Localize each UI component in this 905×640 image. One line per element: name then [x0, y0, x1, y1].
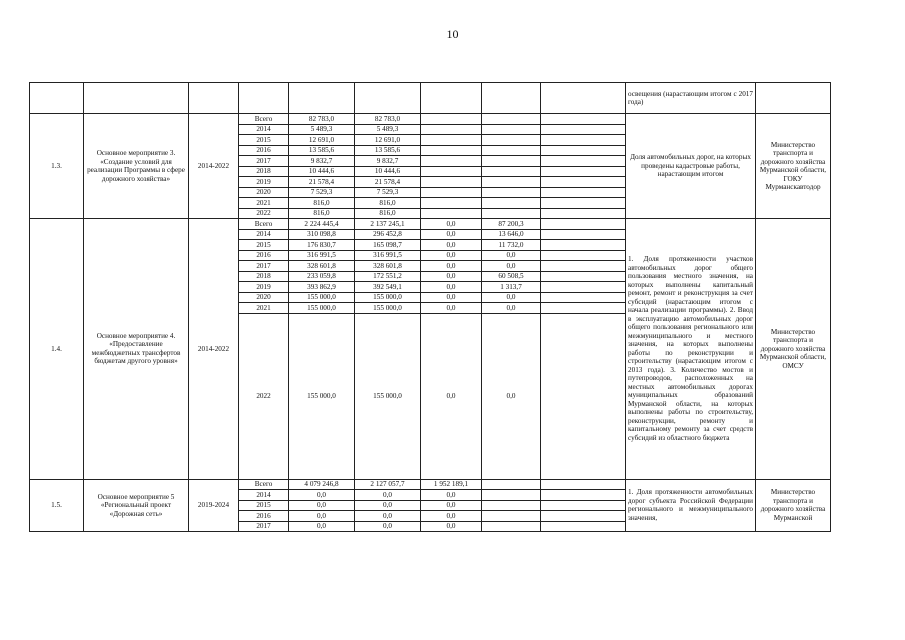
other-sources-cell — [541, 187, 626, 198]
regional-budget-cell: 155 000,0 — [355, 313, 421, 479]
other-sources-cell — [541, 177, 626, 188]
total-cell: 82 783,0 — [289, 114, 355, 125]
federal-budget-cell: 0,0 — [421, 271, 482, 282]
total-cell: 155 000,0 — [289, 292, 355, 303]
year-cell: 2016 — [239, 250, 289, 261]
year-cell: Всего — [239, 114, 289, 125]
federal-budget-cell: 0,0 — [421, 313, 482, 479]
regional-budget-cell: 155 000,0 — [355, 303, 421, 314]
local-budget-cell: 0,0 — [482, 313, 541, 479]
year-cell: 2015 — [239, 135, 289, 146]
federal-budget-cell — [421, 124, 482, 135]
total-cell: 10 444,6 — [289, 166, 355, 177]
year-cell: 2022 — [239, 313, 289, 479]
other-sources-cell — [541, 250, 626, 261]
total-cell: 233 059,8 — [289, 271, 355, 282]
other-sources-cell — [541, 490, 626, 501]
federal-budget-cell: 0,0 — [421, 240, 482, 251]
other-sources-cell — [541, 145, 626, 156]
total-cell: 0,0 — [289, 521, 355, 532]
other-sources-cell — [541, 313, 626, 479]
local-budget-cell: 0,0 — [482, 261, 541, 272]
total-cell: 0,0 — [289, 500, 355, 511]
regional-budget-cell: 296 452,8 — [355, 229, 421, 240]
other-sources-cell — [541, 166, 626, 177]
local-budget-cell — [482, 145, 541, 156]
measure-name: Основное мероприятие 5 «Региональный проект «Дорожная сеть» — [84, 479, 189, 532]
local-budget-cell: 0,0 — [482, 292, 541, 303]
year-cell: 2015 — [239, 240, 289, 251]
federal-budget-cell — [421, 187, 482, 198]
total-cell: 155 000,0 — [289, 303, 355, 314]
local-budget-cell — [482, 521, 541, 532]
total-cell: 12 691,0 — [289, 135, 355, 146]
measure-name: Основное мероприятие 3. «Создание условий для реализации Программы в сфере дорожного хозяйства» — [84, 114, 189, 219]
total-cell: 2 224 445,4 — [289, 219, 355, 230]
other-sources-cell — [541, 292, 626, 303]
indicator-cell: 1. Доля протяженности участков автомобильных дорог общего пользования местного значения, на которых выполнены капитальный ремонт, ремонт и реконструкция за счет субсидий (нарастающим итогом с начала реализации программы). 2. Ввод в эксплуатацию автомобильных дорог общего пользования регионального или межмуниципального и местного значения, на которых выполнены работы по реконструкции и строительству (нарастающим итогом с 2013 года). 3. Количество мостов и путепроводов, расположенных на местных автомобильных дорогах муниципальных образований Мурманской области, на которых выполнены работы по строительству, реконструкции, ремонту и капитальному ремонту за счет средств субсидий из областного бюджета — [626, 219, 756, 480]
federal-budget-cell — [421, 198, 482, 209]
regional-budget-cell: 7 529,3 — [355, 187, 421, 198]
other-sources-cell — [541, 479, 626, 490]
local-budget-cell — [482, 156, 541, 167]
local-budget-cell — [482, 490, 541, 501]
local-budget-cell — [482, 124, 541, 135]
regional-budget-cell: 155 000,0 — [355, 292, 421, 303]
year-cell: 2019 — [239, 177, 289, 188]
federal-budget-cell: 0,0 — [421, 521, 482, 532]
regional-budget-cell: 316 991,5 — [355, 250, 421, 261]
total-cell: 310 098,8 — [289, 229, 355, 240]
measure-period: 2014-2022 — [189, 114, 239, 219]
regional-budget-cell: 328 601,8 — [355, 261, 421, 272]
federal-budget-cell: 0,0 — [421, 500, 482, 511]
federal-budget-cell — [421, 208, 482, 219]
local-budget-cell — [482, 208, 541, 219]
year-cell: 2020 — [239, 292, 289, 303]
local-budget-cell: 87 200,3 — [482, 219, 541, 230]
local-budget-cell: 0,0 — [482, 250, 541, 261]
year-cell: 2015 — [239, 500, 289, 511]
year-cell: 2021 — [239, 198, 289, 209]
measure-number: 1.3. — [30, 114, 84, 219]
total-cell: 816,0 — [289, 208, 355, 219]
total-cell: 9 832,7 — [289, 156, 355, 167]
indicator-cell: 1. Доля протяженности автомобильных дорог субъекта Российской Федерации регионального и межмуниципального значения, — [626, 479, 756, 532]
regional-budget-cell: 2 137 245,1 — [355, 219, 421, 230]
regional-budget-cell: 172 551,2 — [355, 271, 421, 282]
federal-budget-cell — [421, 177, 482, 188]
regional-budget-cell: 816,0 — [355, 208, 421, 219]
total-cell: 0,0 — [289, 511, 355, 522]
federal-budget-cell: 1 952 189,1 — [421, 479, 482, 490]
regional-budget-cell: 21 578,4 — [355, 177, 421, 188]
table-row — [30, 479, 831, 490]
other-sources-cell — [541, 282, 626, 293]
total-cell: 0,0 — [289, 490, 355, 501]
federal-budget-cell: 0,0 — [421, 292, 482, 303]
regional-budget-cell: 0,0 — [355, 500, 421, 511]
local-budget-cell: 13 646,0 — [482, 229, 541, 240]
local-budget-cell — [482, 135, 541, 146]
other-sources-cell — [541, 198, 626, 209]
indicator-cell: освещения (нарастающим итогом с 2017 года) — [626, 83, 756, 114]
table-row — [30, 114, 831, 125]
local-budget-cell — [482, 511, 541, 522]
federal-budget-cell: 0,0 — [421, 219, 482, 230]
local-budget-cell: 1 313,7 — [482, 282, 541, 293]
regional-budget-cell: 392 549,1 — [355, 282, 421, 293]
total-cell: 155 000,0 — [289, 313, 355, 479]
total-cell: 393 862,9 — [289, 282, 355, 293]
year-cell: 2016 — [239, 511, 289, 522]
other-sources-cell — [541, 219, 626, 230]
other-sources-cell — [541, 511, 626, 522]
other-sources-cell — [541, 156, 626, 167]
total-cell: 816,0 — [289, 198, 355, 209]
federal-budget-cell: 0,0 — [421, 511, 482, 522]
regional-budget-cell: 82 783,0 — [355, 114, 421, 125]
federal-budget-cell: 0,0 — [421, 229, 482, 240]
year-cell: Всего — [239, 479, 289, 490]
continuation-row — [30, 83, 831, 114]
year-cell: 2014 — [239, 229, 289, 240]
executor-cell: Министерство транспорта и дорожного хозяйства Мурманской области, ОМСУ — [756, 219, 831, 480]
local-budget-cell: 11 732,0 — [482, 240, 541, 251]
other-sources-cell — [541, 114, 626, 125]
local-budget-cell — [482, 500, 541, 511]
federal-budget-cell — [421, 135, 482, 146]
page-number: 10 — [446, 27, 459, 41]
total-cell: 13 585,6 — [289, 145, 355, 156]
total-cell: 4 079 246,8 — [289, 479, 355, 490]
total-cell: 5 489,3 — [289, 124, 355, 135]
regional-budget-cell: 0,0 — [355, 490, 421, 501]
regional-budget-cell: 5 489,3 — [355, 124, 421, 135]
year-cell: 2018 — [239, 166, 289, 177]
executor-cell: Министерство транспорта и дорожного хозяйства Мурманской области, ГОКУ Мурманскавтодор — [756, 114, 831, 219]
year-cell: 2022 — [239, 208, 289, 219]
regional-budget-cell: 10 444,6 — [355, 166, 421, 177]
other-sources-cell — [541, 208, 626, 219]
local-budget-cell: 60 508,5 — [482, 271, 541, 282]
measure-name: Основное мероприятие 4. «Предоставление межбюджетных трансфертов бюджетам другого уровня» — [84, 219, 189, 480]
regional-budget-cell: 9 832,7 — [355, 156, 421, 167]
other-sources-cell — [541, 500, 626, 511]
federal-budget-cell — [421, 166, 482, 177]
total-cell: 328 601,8 — [289, 261, 355, 272]
year-cell: 2021 — [239, 303, 289, 314]
year-cell: Всего — [239, 219, 289, 230]
year-cell: 2019 — [239, 282, 289, 293]
year-cell: 2017 — [239, 261, 289, 272]
other-sources-cell — [541, 521, 626, 532]
total-cell: 7 529,3 — [289, 187, 355, 198]
year-cell: 2014 — [239, 124, 289, 135]
indicator-cell: Доля автомобильных дорог, на которых проведены кадастровые работы, нарастающим итогом — [626, 114, 756, 219]
local-budget-cell — [482, 198, 541, 209]
local-budget-cell — [482, 177, 541, 188]
regional-budget-cell: 12 691,0 — [355, 135, 421, 146]
local-budget-cell — [482, 114, 541, 125]
local-budget-cell — [482, 187, 541, 198]
measure-number: 1.5. — [30, 479, 84, 532]
year-cell: 2017 — [239, 521, 289, 532]
other-sources-cell — [541, 303, 626, 314]
federal-budget-cell: 0,0 — [421, 282, 482, 293]
other-sources-cell — [541, 229, 626, 240]
regional-budget-cell: 0,0 — [355, 511, 421, 522]
federal-budget-cell: 0,0 — [421, 261, 482, 272]
total-cell: 176 830,7 — [289, 240, 355, 251]
other-sources-cell — [541, 261, 626, 272]
regional-budget-cell: 2 127 057,7 — [355, 479, 421, 490]
program-measures-table — [29, 82, 831, 532]
regional-budget-cell: 0,0 — [355, 521, 421, 532]
table-row — [30, 219, 831, 230]
other-sources-cell — [541, 240, 626, 251]
other-sources-cell — [541, 124, 626, 135]
local-budget-cell — [482, 166, 541, 177]
federal-budget-cell: 0,0 — [421, 250, 482, 261]
year-cell: 2014 — [239, 490, 289, 501]
other-sources-cell — [541, 135, 626, 146]
regional-budget-cell: 13 585,6 — [355, 145, 421, 156]
total-cell: 21 578,4 — [289, 177, 355, 188]
executor-cell: Министерство транспорта и дорожного хозяйства Мурманской — [756, 479, 831, 532]
federal-budget-cell — [421, 145, 482, 156]
year-cell: 2020 — [239, 187, 289, 198]
year-cell: 2017 — [239, 156, 289, 167]
measure-number: 1.4. — [30, 219, 84, 480]
year-cell: 2016 — [239, 145, 289, 156]
regional-budget-cell: 165 098,7 — [355, 240, 421, 251]
federal-budget-cell — [421, 114, 482, 125]
year-cell: 2018 — [239, 271, 289, 282]
federal-budget-cell: 0,0 — [421, 490, 482, 501]
local-budget-cell — [482, 479, 541, 490]
regional-budget-cell: 816,0 — [355, 198, 421, 209]
total-cell: 316 991,5 — [289, 250, 355, 261]
other-sources-cell — [541, 271, 626, 282]
measure-period: 2014-2022 — [189, 219, 239, 480]
local-budget-cell: 0,0 — [482, 303, 541, 314]
federal-budget-cell: 0,0 — [421, 303, 482, 314]
measure-period: 2019-2024 — [189, 479, 239, 532]
federal-budget-cell — [421, 156, 482, 167]
